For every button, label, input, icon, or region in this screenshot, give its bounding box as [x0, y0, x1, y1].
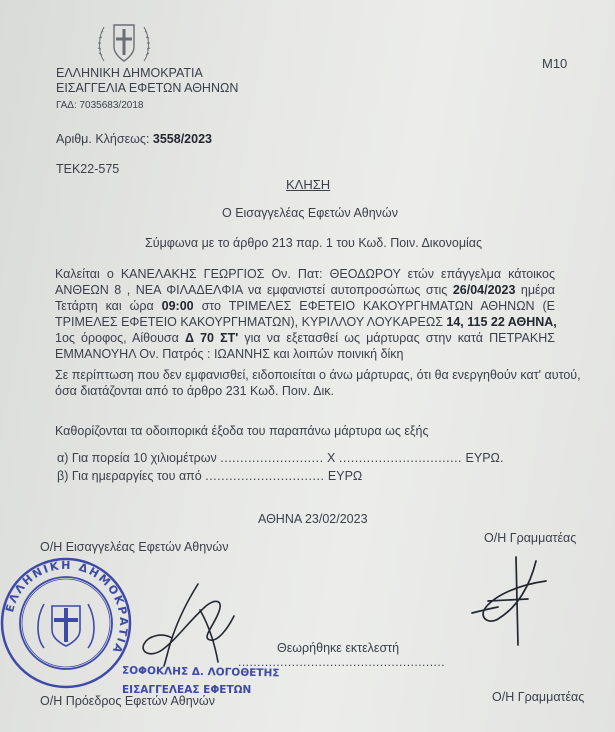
case-number-label: Αριθμ. Κλήσεως:: [56, 132, 150, 146]
secretary-label-top: Ο/Η Γραμματέας: [484, 531, 577, 545]
prosecutor-name-stamp: ΣΟΦΟΚΛΗΣ Δ. ΛΟΓΟΘΕΤΗΣ: [121, 664, 280, 680]
official-seal-stamp: [0, 548, 132, 698]
hearing-date: 26/04/2023: [452, 283, 516, 297]
warning-line-1: Σε περίπτωση που δεν εμφανισθεί, ειδοποιείται ο άνω μάρτυρας, ότι θα ενεργηθούν κατ' αυτού,: [55, 368, 581, 382]
intro-article: Σύμφωνα με το άρθρο 213 παρ. 1 του Κωδ. Ποιν. Δικονομίας: [145, 236, 483, 250]
courtroom: Δ 70 ΣΤ': [184, 331, 239, 345]
expense-travel-line: α) Για πορεία 10 χιλιομέτρων .......................... Χ ............................... ΕΥΡΩ.: [57, 451, 504, 465]
greek-coat-of-arms-icon: [96, 17, 152, 67]
office-heading: ΕΙΣΑΓΓΕΛΙΑ ΕΦΕΤΩΝ ΑΘΗΝΩΝ: [56, 81, 239, 95]
body-line-6: ΕΜΜΑΝΟΥΗΛ Ον. Πατρός : ΙΩΑΝΝΗΣ και λοιπών ποινική δίκη: [55, 347, 404, 361]
secretary-label-bottom: Ο/Η Γραμματέας: [492, 690, 585, 704]
prosecutor-signature-label: Ο/Η Εισαγγελέας Εφετών Αθηνών: [40, 540, 229, 554]
form-code: Μ10: [542, 56, 568, 71]
warning-line-2: όσα διατάζονται από το άρθρο 231 Κωδ. Ποιν. Δικ.: [55, 384, 335, 398]
expenses-intro: Καθορίζονται τα οδοιπορικά έξοδα του παραπάνω μάρτυρα ως εξής: [55, 424, 429, 438]
hearing-time: 09:00: [161, 299, 194, 313]
prosecutor-title-stamp: ΕΙΣΑΓΓΕΛΕΑΣ ΕΦΕΤΩΝ: [122, 684, 252, 696]
republic-heading: ΕΛΛΗΝΙΚΗ ΔΗΜΟΚΡΑΤΙΑ: [56, 66, 203, 80]
case-number-line: [56, 132, 212, 146]
body-line-5: 1ος όροφος, Αίθουσα Δ 70 ΣΤ' για να εξετασθεί ως μάρτυρας στην κατά ΠΕΤΡΑΚΗΣ: [55, 331, 555, 345]
body-line-4: ΤΡΙΜΕΛΕΣ ΕΦΕΤΕΙΟ ΚΑΚΟΥΡΓΗΜΑΤΩΝ), ΚΥΡΙΛΛΟΥ ΛΟΥΚΑΡΕΩΣ 14, 115 22 ΑΘΗΝΑ,: [55, 315, 557, 329]
case-number-value: 3558/2023: [152, 132, 212, 146]
seal-ring-text: ΕΛΛΗΝΙΚΗ ΔΗΜΟΚΡΑΤΙΑ: [3, 558, 131, 657]
tek-code: ΤΕΚ22-575: [56, 162, 120, 176]
president-signature-label: Ο/Η Πρόεδρος Εφετών Αθηνών: [40, 694, 215, 708]
certified-executable-label: Θεωρήθηκε εκτελεστή: [277, 641, 400, 655]
body-line-3: Τετάρτη και ώρα 09:00 στο ΤΡΙΜΕΛΕΣ ΕΦΕΤΕΙΟ ΚΑΚΟΥΡΓΗΜΑΤΩΝ ΑΘΗΝΩΝ (Ε: [55, 299, 555, 313]
seal-crest-icon: [38, 604, 94, 648]
court-address: 14, 115 22 ΑΘΗΝΑ,: [446, 315, 557, 329]
expense-days-line: β) Για ημεραργίες του από .............................. ΕΥΡΩ: [57, 469, 363, 483]
body-line-1: Καλείται ο ΚΑΝΕΛΑΚΗΣ ΓΕΩΡΓΙΟΣ Ον. Πατ: ΘΕΟΔΩΡΟΥ ετών επάγγελμα κάτοικος: [55, 267, 555, 281]
certified-dots: ......................................................: [238, 655, 446, 669]
place-date: ΑΘΗΝΑ 23/02/2023: [258, 512, 368, 526]
document-title: ΚΛΗΣΗ: [286, 177, 331, 192]
secretary-handwritten-signature: [458, 555, 558, 650]
gad-number: ΓΑΔ: 7035683/2018: [56, 100, 144, 111]
body-line-2: ΑΝΘΕΩΝ 8 , ΝΕΑ ΦΙΛΑΔΕΛΦΙΑ να εμφανιστεί αυτοπροσώπως στις 26/04/2023 ημέρα: [55, 283, 555, 297]
intro-prosecutor: Ο Εισαγγελέας Εφετών Αθηνών: [222, 206, 398, 220]
